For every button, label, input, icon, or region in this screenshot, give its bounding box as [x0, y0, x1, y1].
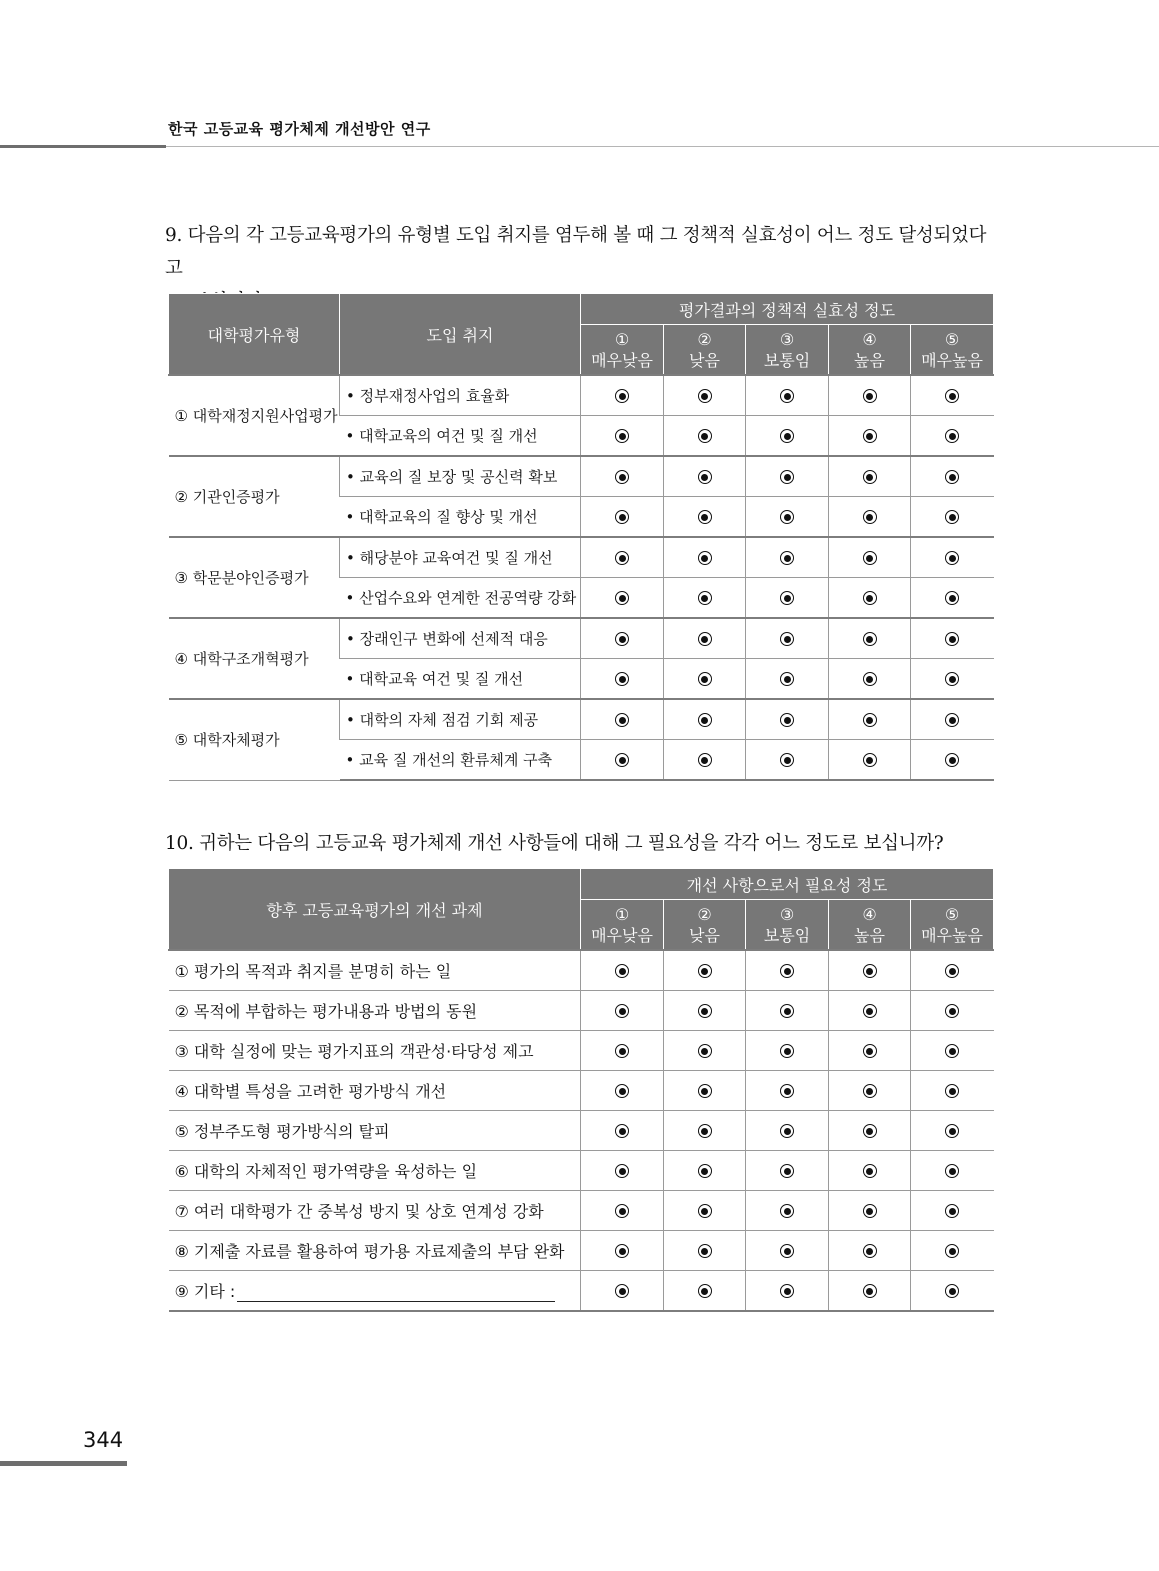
scale-number: ① [614, 329, 630, 349]
rating-cell [664, 659, 746, 700]
rating-cell [664, 416, 746, 457]
rating-cell [829, 578, 911, 619]
radio-option-2-icon[interactable] [698, 713, 712, 727]
radio-option-2-icon[interactable] [698, 1004, 712, 1018]
evaluation-type: ③ 학문분야인증평가 [169, 537, 340, 618]
rating-cell [829, 1271, 911, 1312]
radio-option-5-icon[interactable] [945, 1284, 959, 1298]
radio-option-4-icon[interactable] [863, 510, 877, 524]
rating-cell [581, 699, 664, 740]
question-9-line1 [165, 219, 995, 285]
radio-option-3-icon[interactable] [780, 713, 794, 727]
rating-cell [746, 416, 829, 457]
radio-option-5-icon[interactable] [945, 470, 959, 484]
rating-cell [829, 740, 911, 781]
scale-label: 매우낮음 [591, 350, 653, 370]
radio-option-3-icon[interactable] [780, 1044, 794, 1058]
question-9-text: 다음의 각 고등교육평가의 유형별 도입 취지를 염두해 볼 때 그 정책적 실효성이 어느 정도 달성되었다고 [165, 225, 987, 279]
radio-option-3-icon[interactable] [780, 470, 794, 484]
radio-option-5-icon[interactable] [945, 429, 959, 443]
rating-cell [911, 456, 994, 497]
radio-option-2-icon[interactable] [698, 1164, 712, 1178]
purpose-item: • 대학교육의 여건 및 질 개선 [340, 416, 581, 457]
radio-option-1-icon[interactable] [615, 632, 629, 646]
purpose-item: • 대학의 자체 점검 기회 제공 [340, 699, 581, 740]
rating-cell [911, 1271, 994, 1312]
question-10-number: 10. [165, 833, 194, 854]
radio-option-5-icon[interactable] [945, 1244, 959, 1258]
rating-cell [581, 659, 664, 700]
rating-cell [911, 991, 994, 1031]
rating-cell [581, 1111, 664, 1151]
radio-option-4-icon[interactable] [863, 1244, 877, 1258]
rating-cell [664, 537, 746, 578]
rating-cell [911, 578, 994, 619]
radio-option-4-icon[interactable] [863, 551, 877, 565]
header-purpose: 도입 취지 [340, 294, 581, 376]
rating-cell [746, 618, 829, 659]
rating-cell [911, 740, 994, 781]
radio-option-1-icon[interactable] [615, 510, 629, 524]
table-row-other [169, 1271, 994, 1312]
rating-cell [664, 618, 746, 659]
radio-option-2-icon[interactable] [698, 470, 712, 484]
scale-label: 보통임 [763, 925, 811, 945]
rating-cell [664, 1031, 746, 1071]
scale-number: ③ [779, 904, 795, 924]
scale-label: 보통임 [763, 350, 811, 370]
radio-option-1-icon[interactable] [615, 964, 629, 978]
rating-cell [581, 537, 664, 578]
radio-option-4-icon[interactable] [863, 1204, 877, 1218]
radio-option-1-icon[interactable] [615, 713, 629, 727]
purpose-item: • 정부재정사업의 효율화 [340, 375, 581, 416]
rating-cell [664, 991, 746, 1031]
rating-cell [664, 740, 746, 781]
radio-option-4-icon[interactable] [863, 1004, 877, 1018]
radio-option-4-icon[interactable] [863, 672, 877, 686]
radio-option-1-icon[interactable] [615, 429, 629, 443]
radio-option-5-icon[interactable] [945, 1124, 959, 1138]
scale-number: ⑤ [944, 904, 960, 924]
radio-option-1-icon[interactable] [615, 551, 629, 565]
radio-option-5-icon[interactable] [945, 713, 959, 727]
radio-option-2-icon[interactable] [698, 551, 712, 565]
rating-cell [581, 950, 664, 991]
rating-cell [829, 1071, 911, 1111]
rating-cell [746, 578, 829, 619]
radio-option-3-icon[interactable] [780, 1204, 794, 1218]
table-row [169, 1071, 994, 1111]
rating-cell [829, 537, 911, 578]
radio-option-2-icon[interactable] [698, 1044, 712, 1058]
rating-cell [746, 456, 829, 497]
radio-option-2-icon[interactable] [698, 632, 712, 646]
radio-option-3-icon[interactable] [780, 1124, 794, 1138]
rating-cell [581, 1151, 664, 1191]
radio-option-5-icon[interactable] [945, 591, 959, 605]
question-10-table [168, 868, 994, 1312]
purpose-item: • 교육의 질 보장 및 공신력 확보 [340, 456, 581, 497]
scale-column-5 [911, 900, 994, 951]
radio-option-3-icon[interactable] [780, 429, 794, 443]
scale-number: ④ [862, 904, 877, 924]
radio-option-4-icon[interactable] [863, 1044, 877, 1058]
rating-cell [911, 497, 994, 538]
rating-cell [829, 1151, 911, 1191]
radio-option-4-icon[interactable] [863, 1124, 877, 1138]
radio-option-1-icon[interactable] [615, 1164, 629, 1178]
radio-option-2-icon[interactable] [698, 1204, 712, 1218]
rating-cell [746, 1271, 829, 1312]
improvement-item-other [169, 1271, 581, 1312]
rating-cell [581, 456, 664, 497]
purpose-item: • 대학교육의 질 향상 및 개선 [340, 497, 581, 538]
radio-option-5-icon[interactable] [945, 551, 959, 565]
radio-option-2-icon[interactable] [698, 1084, 712, 1098]
rating-cell [911, 1191, 994, 1231]
rating-cell [581, 1071, 664, 1111]
radio-option-1-icon[interactable] [615, 591, 629, 605]
header-rule [0, 145, 166, 148]
improvement-item: ③ 대학 실정에 맞는 평가지표의 객관성·타당성 제고 [169, 1031, 581, 1071]
rating-cell [581, 375, 664, 416]
question-10 [165, 827, 995, 860]
evaluation-type: ① 대학재정지원사업평가 [169, 375, 340, 456]
radio-option-2-icon[interactable] [698, 510, 712, 524]
scale-column-4 [829, 900, 911, 951]
table-row [169, 618, 994, 659]
radio-option-5-icon[interactable] [945, 753, 959, 767]
radio-option-1-icon[interactable] [615, 1084, 629, 1098]
purpose-item: • 장래인구 변화에 선제적 대응 [340, 618, 581, 659]
radio-option-1-icon[interactable] [615, 753, 629, 767]
rating-cell [664, 497, 746, 538]
scale-column-2 [664, 900, 746, 951]
rating-cell [911, 618, 994, 659]
radio-option-4-icon[interactable] [863, 429, 877, 443]
evaluation-type: ④ 대학구조개혁평가 [169, 618, 340, 699]
rating-cell [829, 1191, 911, 1231]
improvement-item: ⑦ 여러 대학평가 간 중복성 방지 및 상호 연계성 강화 [169, 1191, 581, 1231]
rating-cell [746, 950, 829, 991]
radio-option-1-icon[interactable] [615, 389, 629, 403]
other-label: ⑨ 기타 : [174, 1282, 236, 1301]
scale-number: ② [697, 904, 712, 924]
purpose-item: • 산업수요와 연계한 전공역량 강화 [340, 578, 581, 619]
rating-cell [829, 950, 911, 991]
scale-label: 낮음 [689, 925, 720, 945]
radio-option-1-icon[interactable] [615, 470, 629, 484]
header-scale-title: 개선 사항으로서 필요성 정도 [581, 869, 994, 900]
rating-cell [746, 1151, 829, 1191]
radio-option-2-icon[interactable] [698, 672, 712, 686]
scale-column-3 [746, 325, 829, 376]
question-9-number: 9. [165, 225, 183, 246]
table-row [169, 1191, 994, 1231]
rating-cell [746, 1111, 829, 1151]
rating-cell [829, 1031, 911, 1071]
improvement-item: ⑤ 정부주도형 평가방식의 탈피 [169, 1111, 581, 1151]
rating-cell [581, 991, 664, 1031]
table-row [169, 1111, 994, 1151]
radio-option-3-icon[interactable] [780, 753, 794, 767]
scale-label: 높음 [854, 925, 885, 945]
table-row [169, 950, 994, 991]
radio-option-3-icon[interactable] [780, 1084, 794, 1098]
radio-option-2-icon[interactable] [698, 753, 712, 767]
header-scale-title: 평가결과의 정책적 실효성 정도 [581, 294, 994, 325]
rating-cell [746, 1031, 829, 1071]
scale-number: ① [614, 904, 630, 924]
table-row [169, 1031, 994, 1071]
other-input-line[interactable] [237, 1283, 555, 1302]
rating-cell [829, 497, 911, 538]
rating-cell [746, 1191, 829, 1231]
radio-option-5-icon[interactable] [945, 1044, 959, 1058]
evaluation-type: ⑤ 대학자체평가 [169, 699, 340, 780]
question-10-text: 귀하는 다음의 고등교육 평가체제 개선 사항들에 대해 그 필요성을 각각 어느 정도로 보십니까? [199, 833, 944, 854]
scale-label: 낮음 [689, 350, 720, 370]
radio-option-2-icon[interactable] [698, 964, 712, 978]
radio-option-4-icon[interactable] [863, 591, 877, 605]
radio-option-1-icon[interactable] [615, 1124, 629, 1138]
rating-cell [829, 1111, 911, 1151]
rating-cell [911, 950, 994, 991]
table-row [169, 537, 994, 578]
radio-option-2-icon[interactable] [698, 389, 712, 403]
improvement-item: ⑥ 대학의 자체적인 평가역량을 육성하는 일 [169, 1151, 581, 1191]
radio-option-4-icon[interactable] [863, 470, 877, 484]
scale-column-1 [581, 325, 664, 376]
radio-option-4-icon[interactable] [863, 753, 877, 767]
radio-option-5-icon[interactable] [945, 672, 959, 686]
rating-cell [581, 497, 664, 538]
rating-cell [829, 659, 911, 700]
header-improvement-item: 향후 고등교육평가의 개선 과제 [169, 869, 581, 951]
radio-option-1-icon[interactable] [615, 1284, 629, 1298]
radio-option-5-icon[interactable] [945, 1204, 959, 1218]
radio-option-3-icon[interactable] [780, 1284, 794, 1298]
rating-cell [664, 950, 746, 991]
table-row [169, 456, 994, 497]
table-row [169, 375, 994, 416]
rating-cell [746, 375, 829, 416]
rating-cell [581, 618, 664, 659]
rating-cell [581, 740, 664, 781]
header-rule-light [166, 146, 1159, 147]
scale-column-1 [581, 900, 664, 951]
rating-cell [829, 375, 911, 416]
rating-cell [664, 578, 746, 619]
improvement-item: ④ 대학별 특성을 고려한 평가방식 개선 [169, 1071, 581, 1111]
radio-option-4-icon[interactable] [863, 1084, 877, 1098]
rating-cell [664, 1191, 746, 1231]
scale-label: 매우낮음 [591, 925, 653, 945]
radio-option-5-icon[interactable] [945, 964, 959, 978]
evaluation-type: ② 기관인증평가 [169, 456, 340, 537]
radio-option-1-icon[interactable] [615, 1244, 629, 1258]
rating-cell [664, 699, 746, 740]
radio-option-3-icon[interactable] [780, 389, 794, 403]
radio-option-5-icon[interactable] [945, 389, 959, 403]
rating-cell [911, 659, 994, 700]
radio-option-2-icon[interactable] [698, 1244, 712, 1258]
rating-cell [746, 1231, 829, 1271]
scale-column-3 [746, 900, 829, 951]
radio-option-4-icon[interactable] [863, 713, 877, 727]
rating-cell [581, 578, 664, 619]
radio-option-2-icon[interactable] [698, 1124, 712, 1138]
radio-option-2-icon[interactable] [698, 591, 712, 605]
purpose-item: • 교육 질 개선의 환류체계 구축 [340, 740, 581, 781]
rating-cell [911, 1151, 994, 1191]
table-row [169, 699, 994, 740]
scale-column-2 [664, 325, 746, 376]
scale-label: 매우높음 [921, 925, 983, 945]
improvement-item: ⑧ 기제출 자료를 활용하여 평가용 자료제출의 부담 완화 [169, 1231, 581, 1271]
rating-cell [581, 1031, 664, 1071]
radio-option-1-icon[interactable] [615, 1044, 629, 1058]
rating-cell [829, 991, 911, 1031]
scale-number: ③ [779, 329, 795, 349]
footer-rule [0, 1461, 127, 1466]
radio-option-3-icon[interactable] [780, 551, 794, 565]
rating-cell [829, 618, 911, 659]
rating-cell [581, 1271, 664, 1312]
table-row [169, 991, 994, 1031]
rating-cell [911, 1071, 994, 1111]
purpose-item: • 해당분야 교육여건 및 질 개선 [340, 537, 581, 578]
rating-cell [829, 416, 911, 457]
table-row [169, 1151, 994, 1191]
rating-cell [664, 375, 746, 416]
radio-option-3-icon[interactable] [780, 632, 794, 646]
rating-cell [746, 1071, 829, 1111]
rating-cell [829, 456, 911, 497]
improvement-item: ① 평가의 목적과 취지를 분명히 하는 일 [169, 950, 581, 991]
page-number: 344 [83, 1428, 124, 1452]
radio-option-2-icon[interactable] [698, 429, 712, 443]
scale-number: ④ [862, 329, 877, 349]
rating-cell [746, 497, 829, 538]
table-row [169, 1231, 994, 1271]
rating-cell [911, 1031, 994, 1071]
rating-cell [911, 375, 994, 416]
rating-cell [664, 456, 746, 497]
radio-option-4-icon[interactable] [863, 1284, 877, 1298]
radio-option-5-icon[interactable] [945, 1084, 959, 1098]
question-9-table [168, 293, 994, 781]
radio-option-1-icon[interactable] [615, 1004, 629, 1018]
rating-cell [664, 1231, 746, 1271]
scale-column-5 [911, 325, 994, 376]
radio-option-5-icon[interactable] [945, 632, 959, 646]
rating-cell [581, 1191, 664, 1231]
radio-option-3-icon[interactable] [780, 964, 794, 978]
scale-column-4 [829, 325, 911, 376]
improvement-item: ② 목적에 부합하는 평가내용과 방법의 동원 [169, 991, 581, 1031]
radio-option-4-icon[interactable] [863, 389, 877, 403]
radio-option-1-icon[interactable] [615, 672, 629, 686]
rating-cell [911, 537, 994, 578]
radio-option-5-icon[interactable] [945, 510, 959, 524]
radio-option-4-icon[interactable] [863, 632, 877, 646]
rating-cell [829, 1231, 911, 1271]
radio-option-3-icon[interactable] [780, 1244, 794, 1258]
rating-cell [746, 740, 829, 781]
rating-cell [664, 1271, 746, 1312]
radio-option-2-icon[interactable] [698, 1284, 712, 1298]
rating-cell [911, 1111, 994, 1151]
radio-option-5-icon[interactable] [945, 1004, 959, 1018]
rating-cell [581, 1231, 664, 1271]
rating-cell [829, 699, 911, 740]
radio-option-4-icon[interactable] [863, 1164, 877, 1178]
purpose-item: • 대학교육 여건 및 질 개선 [340, 659, 581, 700]
scale-number: ⑤ [944, 329, 960, 349]
rating-cell [911, 699, 994, 740]
rating-cell [911, 1231, 994, 1271]
rating-cell [581, 416, 664, 457]
radio-option-3-icon[interactable] [780, 672, 794, 686]
rating-cell [746, 991, 829, 1031]
radio-option-5-icon[interactable] [945, 1164, 959, 1178]
rating-cell [746, 537, 829, 578]
rating-cell [664, 1151, 746, 1191]
scale-label: 매우높음 [921, 350, 983, 370]
rating-cell [664, 1071, 746, 1111]
scale-label: 높음 [854, 350, 885, 370]
radio-option-4-icon[interactable] [863, 964, 877, 978]
running-header: 한국 고등교육 평가체제 개선방안 연구 [168, 120, 431, 138]
header-evaluation-type: 대학평가유형 [169, 294, 340, 376]
radio-option-3-icon[interactable] [780, 591, 794, 605]
radio-option-3-icon[interactable] [780, 1004, 794, 1018]
rating-cell [664, 1111, 746, 1151]
rating-cell [746, 659, 829, 700]
rating-cell [746, 699, 829, 740]
radio-option-1-icon[interactable] [615, 1204, 629, 1218]
rating-cell [911, 416, 994, 457]
radio-option-3-icon[interactable] [780, 1164, 794, 1178]
radio-option-3-icon[interactable] [780, 510, 794, 524]
scale-number: ② [697, 329, 712, 349]
